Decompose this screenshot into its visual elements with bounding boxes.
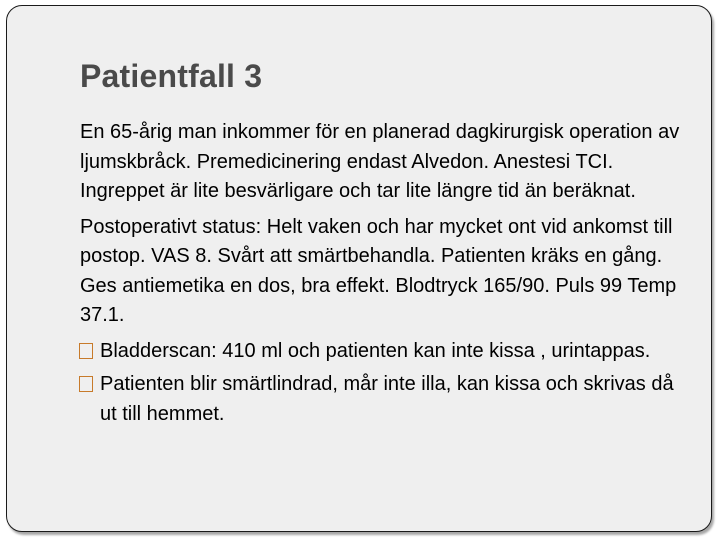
slide-title: Patientfall 3 (80, 58, 263, 94)
bullet-item-bladderscan (79, 337, 689, 367)
checkbox-square-icon (79, 343, 93, 359)
bullet-text: Patienten blir smärtlindrad, mår inte illa, kan kissa och skrivas då ut till hemmet. (100, 373, 674, 425)
bullet-item-discharge (79, 370, 689, 429)
slide-body (80, 118, 690, 433)
checkbox-square-icon (79, 376, 93, 392)
bullet-text: Bladderscan: 410 ml och patienten kan inte kissa , urintappas. (100, 339, 651, 362)
paragraph-postop-status: Postoperativt status: Helt vaken och har mycket ont vid ankomst till postop. VAS 8. Svårt att smärtbehandla. Patienten kräks en gång. Ges antiemetika en dos, bra effekt. Blodtryck 165/90. Puls 99 Temp 37.1. (80, 215, 677, 326)
paragraph-case-intro: En 65-årig man inkommer för en planerad dagkirurgisk operation av ljumskbråck. Premedicinering endast Alvedon. Anestesi TCI. Ingreppet är lite besvärligare och tar lite längre tid än beräknat. (80, 121, 680, 202)
